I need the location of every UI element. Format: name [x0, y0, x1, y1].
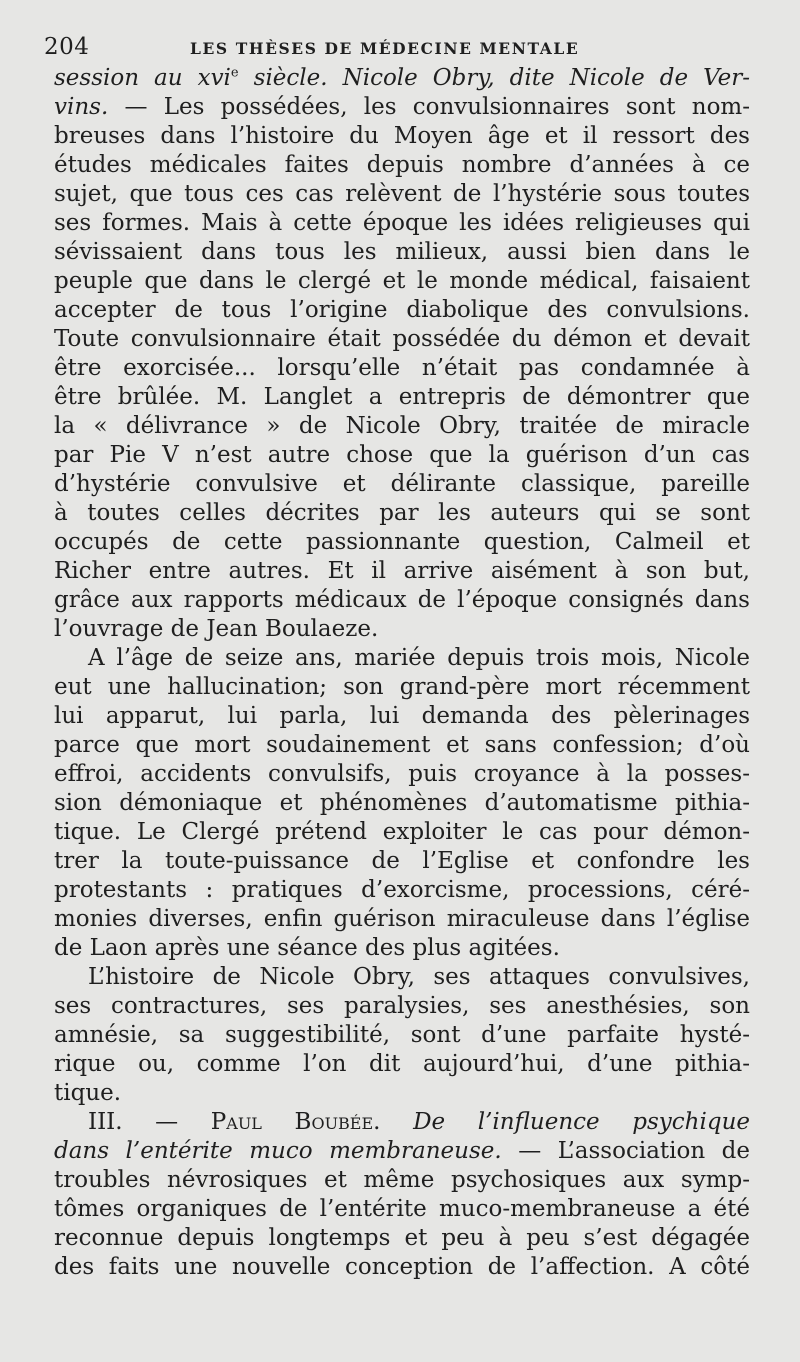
body-text — [54, 64, 750, 1282]
text-line — [54, 963, 750, 992]
text-segment: reconnue depuis longtemps et peu à peu s’est dégagée — [54, 1225, 750, 1251]
text-segment: troubles névrosiques et même psychosiques aux symp- — [54, 1167, 750, 1193]
text-segment: à toutes celles décrites par les auteurs qui se sont — [54, 500, 750, 526]
text-segment: vins. — [54, 94, 109, 120]
text-line — [54, 209, 750, 238]
text-line — [54, 586, 750, 615]
text-segment: Richer entre autres. Et il arrive aisément à son but, — [54, 558, 750, 584]
text-segment: protestants : pratiques d’exorcisme, processions, céré- — [54, 877, 750, 903]
text-line — [54, 296, 750, 325]
text-segment: sujet, que tous ces cas relèvent de l’hystérie sous toutes — [54, 181, 750, 207]
text-segment: la « délivrance » de Nicole Obry, traitée de miracle — [54, 413, 750, 439]
text-segment: — L’association de — [501, 1138, 750, 1164]
text-line — [54, 818, 750, 847]
text-segment: Paul Boubée. — [210, 1109, 381, 1135]
text-line — [54, 93, 750, 122]
text-segment: L’histoire de Nicole Obry, ses attaques convulsives, — [88, 964, 750, 990]
text-segment: amnésie, sa suggestibilité, sont d’une parfaite hysté- — [54, 1022, 750, 1048]
text-line — [54, 992, 750, 1021]
text-segment: breuses dans l’histoire du Moyen âge et il ressort des — [54, 123, 750, 149]
text-line — [54, 383, 750, 412]
text-line — [54, 122, 750, 151]
text-segment: des faits une nouvelle conception de l’affection. A côté — [54, 1254, 750, 1280]
text-segment: siècle. Nicole Obry, dite Nicole de Ver- — [238, 65, 750, 91]
text-segment: rique ou, comme l’on dit aujourd’hui, d’une pithia- — [54, 1051, 750, 1077]
text-segment: être brûlée. M. Langlet a entrepris de démontrer que — [54, 384, 750, 410]
text-segment: sévissaient dans tous les milieux, aussi bien dans le — [54, 239, 750, 265]
text-line — [54, 1166, 750, 1195]
text-segment: sion démoniaque et phénomènes d’automatisme pithia- — [54, 790, 750, 816]
text-line — [54, 499, 750, 528]
text-segment: trer la toute-puissance de l’Eglise et confondre les — [54, 848, 750, 874]
text-line — [54, 644, 750, 673]
text-line — [54, 673, 750, 702]
text-line — [54, 354, 750, 383]
text-line — [54, 847, 750, 876]
text-segment: monies diverses, enfin guérison miraculeuse dans l’église — [54, 906, 750, 932]
text-segment: ses formes. Mais à cette époque les idées religieuses qui — [54, 210, 750, 236]
text-line — [54, 702, 750, 731]
text-segment: dans l’entérite muco membraneuse. — [54, 1138, 502, 1164]
text-segment: de Laon après une séance des plus agitées. — [54, 935, 560, 961]
text-line — [54, 470, 750, 499]
text-segment: l’ouvrage de Jean Boulaeze. — [54, 616, 379, 642]
text-segment: A l’âge de seize ans, mariée depuis trois mois, Nicole — [88, 645, 750, 671]
text-segment: III. — — [88, 1109, 211, 1135]
text-segment: tique. — [54, 1080, 122, 1106]
text-line — [54, 267, 750, 296]
text-segment: peuple que dans le clergé et le monde médical, faisaient — [54, 268, 750, 294]
text-segment: par Pie V n’est autre chose que la guérison d’un cas — [54, 442, 750, 468]
text-segment: Toute convulsionnaire était possédée du démon et devait — [54, 326, 750, 352]
text-segment: tique. Le Clergé prétend exploiter le cas pour démon- — [54, 819, 750, 845]
text-line — [54, 64, 750, 93]
text-line — [54, 528, 750, 557]
text-line — [54, 325, 750, 354]
text-segment: occupés de cette passionnante question, Calmeil et — [54, 529, 750, 555]
text-line — [54, 412, 750, 441]
text-line — [54, 1253, 750, 1282]
text-segment: d’hystérie convulsive et délirante classique, pareille — [54, 471, 750, 497]
text-segment: De l’influence psychique — [380, 1109, 750, 1135]
text-line — [54, 1079, 750, 1108]
text-line — [54, 760, 750, 789]
text-line — [54, 151, 750, 180]
text-line — [54, 1050, 750, 1079]
text-segment: session au xvi — [54, 65, 231, 91]
text-line — [54, 905, 750, 934]
text-segment: e — [230, 65, 239, 81]
text-line — [54, 731, 750, 760]
text-line — [54, 441, 750, 470]
text-line — [54, 1195, 750, 1224]
text-line — [54, 789, 750, 818]
text-line — [54, 238, 750, 267]
text-line — [54, 1021, 750, 1050]
text-line — [54, 934, 750, 963]
page-number: 204 — [44, 34, 90, 60]
text-line — [54, 557, 750, 586]
text-line — [54, 876, 750, 905]
text-line — [54, 615, 750, 644]
text-line — [54, 1108, 750, 1137]
running-title: LES THÈSES DE MÉDECINE MENTALE — [190, 39, 580, 58]
text-line — [54, 180, 750, 209]
text-segment: ses contractures, ses paralysies, ses anesthésies, son — [54, 993, 750, 1019]
text-segment: lui apparut, lui parla, lui demanda des pèlerinages — [54, 703, 750, 729]
text-segment: grâce aux rapports médicaux de l’époque consignés dans — [54, 587, 750, 613]
text-segment: accepter de tous l’origine diabolique des convulsions. — [54, 297, 750, 323]
text-segment: effroi, accidents convulsifs, puis croyance à la posses- — [54, 761, 750, 787]
text-segment: parce que mort soudainement et sans confession; d’où — [54, 732, 750, 758]
text-line — [54, 1224, 750, 1253]
text-segment: eut une hallucination; son grand-père mort récemment — [54, 674, 750, 700]
text-segment: — Les possédées, les convulsionnaires sont nom- — [108, 94, 750, 120]
text-line — [54, 1137, 750, 1166]
text-segment: être exorcisée... lorsqu’elle n’était pas condamnée à — [54, 355, 750, 381]
text-segment: études médicales faites depuis nombre d’années à ce — [54, 152, 750, 178]
page-header — [44, 30, 744, 64]
text-segment: tômes organiques de l’entérite muco-membraneuse a été — [54, 1196, 750, 1222]
